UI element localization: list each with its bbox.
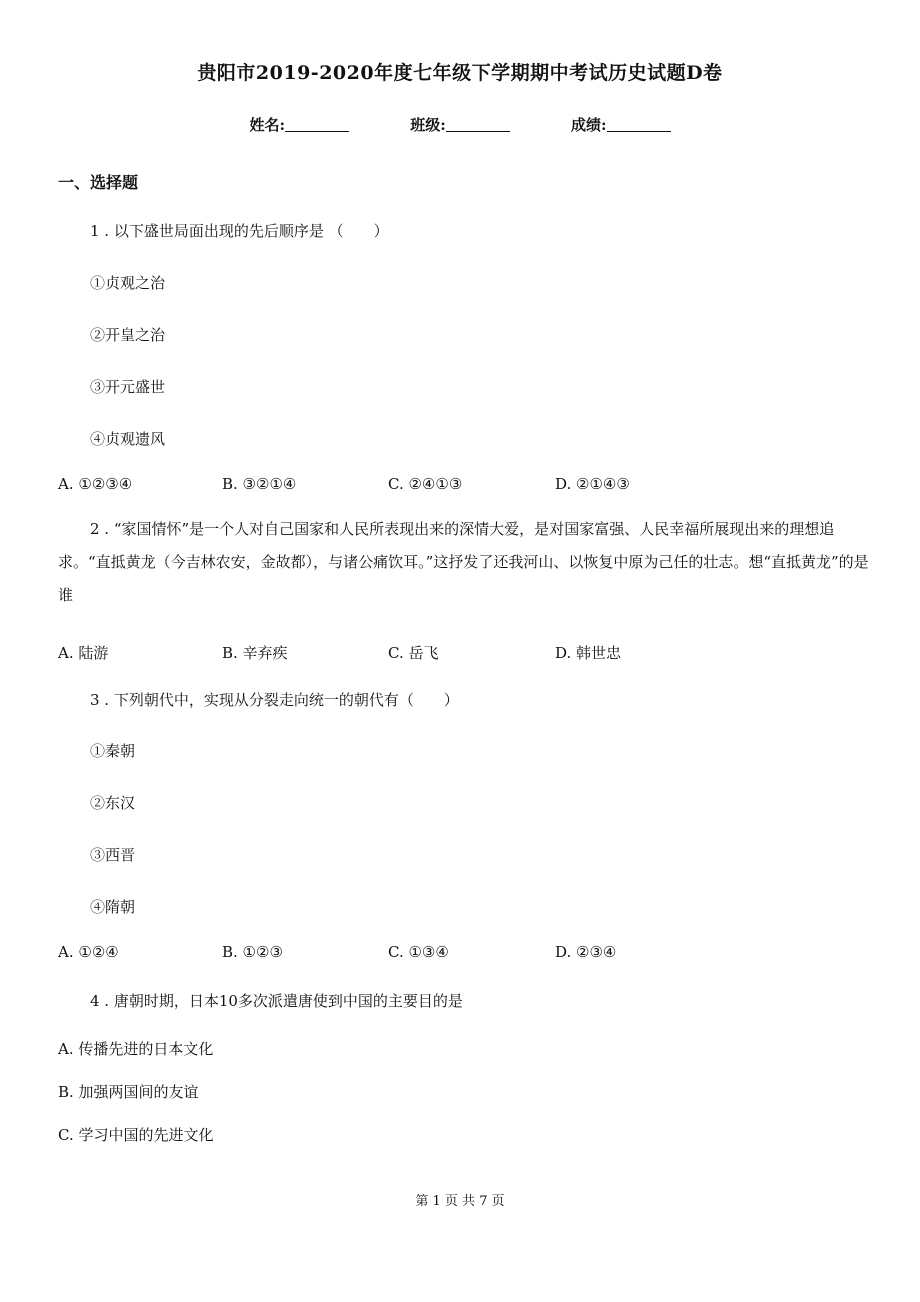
question-3-item: ④隋朝 xyxy=(90,898,136,916)
question-4-option-c: C. 学习中国的先进文化 xyxy=(58,1126,214,1144)
question-2-option-c: C. 岳飞 xyxy=(388,644,439,662)
page-title: 贵阳市2019-2020年度七年级下学期期中考试历史试题D卷 xyxy=(197,62,723,84)
question-1-item: ②开皇之治 xyxy=(90,326,166,344)
name-field xyxy=(249,114,349,135)
score-blank xyxy=(607,117,671,132)
page-footer: 第 1 页 共 7 页 xyxy=(415,1194,505,1209)
student-info-row xyxy=(0,114,920,135)
question-1-option-b: B. ③②①④ xyxy=(222,475,297,493)
question-1-stem: 1 . 以下盛世局面出现的先后顺序是 （ ） xyxy=(90,222,389,240)
class-blank xyxy=(446,117,510,132)
question-4-option-b: B. 加强两国间的友谊 xyxy=(58,1083,199,1101)
question-3-option-d: D. ②③④ xyxy=(555,943,617,961)
question-4-option-a: A. 传播先进的日本文化 xyxy=(58,1040,214,1058)
question-3-stem: 3 . 下列朝代中，实现从分裂走向统一的朝代有（ ） xyxy=(90,691,459,709)
question-2-option-d: D. 韩世忠 xyxy=(555,644,622,662)
name-blank xyxy=(285,117,349,132)
score-label: 成绩: xyxy=(571,116,607,134)
question-1-item: ③开元盛世 xyxy=(90,378,166,396)
question-1-option-a: A. ①②③④ xyxy=(58,475,133,493)
question-3-item: ②东汉 xyxy=(90,794,136,812)
class-label: 班级: xyxy=(410,116,446,134)
question-3-option-a: A. ①②④ xyxy=(58,943,119,961)
question-4-stem: 4 . 唐朝时期，日本10多次派遣唐使到中国的主要目的是 xyxy=(90,992,463,1010)
question-1-item: ④贞观遗风 xyxy=(90,430,166,448)
question-2-option-a: A. 陆游 xyxy=(58,644,109,662)
class-field xyxy=(410,114,510,135)
question-3-item: ③西晋 xyxy=(90,846,136,864)
question-3-option-b: B. ①②③ xyxy=(222,943,283,961)
score-field xyxy=(571,114,671,135)
question-1-option-d: D. ②①④③ xyxy=(555,475,630,493)
section-heading: 一、选择题 xyxy=(58,173,139,192)
question-1-option-c: C. ②④①③ xyxy=(388,475,463,493)
question-1-item: ①贞观之治 xyxy=(90,274,166,292)
question-3-item: ①秦朝 xyxy=(90,742,136,760)
question-2-option-b: B. 辛弃疾 xyxy=(222,644,288,662)
question-3-option-c: C. ①③④ xyxy=(388,943,449,961)
question-2-stem: 2 . “家国情怀”是一个人对自己国家和人民所表现出来的深情大爱，是对国家富强、人民幸福所展现出来的理想追求。“直抵黄龙（今吉林农安，金故都），与诸公痛饮耳。”这抒发了还我河山、以恢复中原为己任的壮志。想“直抵黄龙”的是谁 xyxy=(58,520,869,604)
name-label: 姓名: xyxy=(249,116,285,134)
